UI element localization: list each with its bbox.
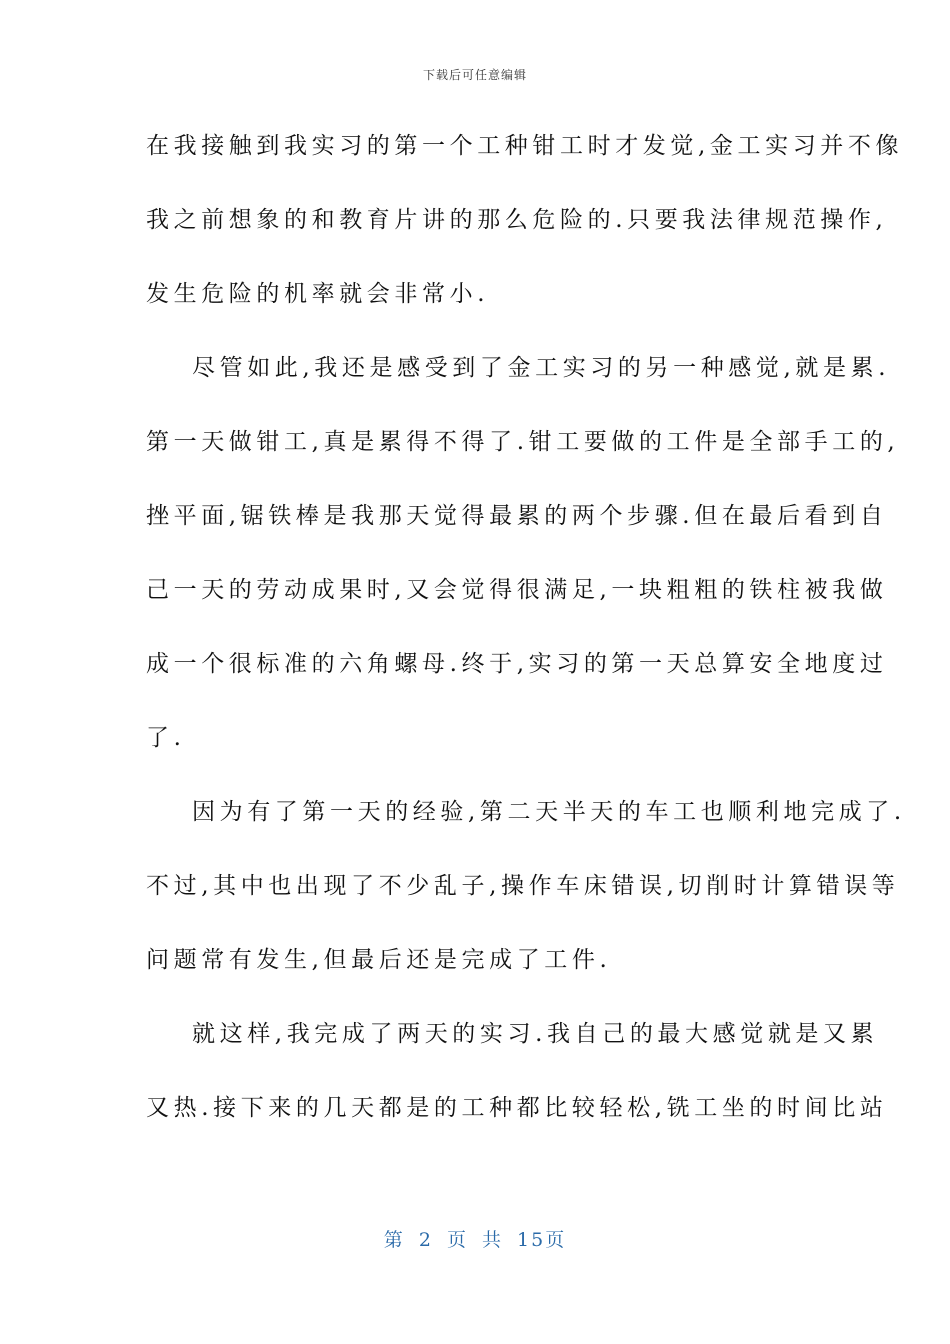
text-line: 成一个很标准的六角螺母.终于,实习的第一天总算安全地度过 — [146, 651, 888, 677]
text-line: 尽管如此,我还是感受到了金工实习的另一种感觉,就是累. — [192, 355, 891, 381]
text-line: 发生危险的机率就会非常小. — [146, 281, 490, 307]
text-line: 问题常有发生,但最后还是完成了工件. — [146, 947, 612, 973]
text-line: 在我接触到我实习的第一个工种钳工时才发觉,金工实习并不像 — [146, 133, 904, 159]
text-line: 第一天做钳工,真是累得不得了.钳工要做的工件是全部手工的, — [146, 429, 900, 455]
text-line: 我之前想象的和教育片讲的那么危险的.只要我法律规范操作, — [146, 207, 888, 233]
text-line: 了. — [146, 725, 186, 751]
text-line: 己一天的劳动成果时,又会觉得很满足,一块粗粗的铁柱被我做 — [146, 577, 888, 603]
page-number-footer: 第 2 页 共 15页 — [383, 1229, 567, 1251]
text-line: 挫平面,锯铁棒是我那天觉得最累的两个步骤.但在最后看到自 — [146, 503, 888, 529]
text-line: 就这样,我完成了两天的实习.我自己的最大感觉就是又累 — [192, 1021, 879, 1047]
text-line: 因为有了第一天的经验,第二天半天的车工也顺利地完成了. — [192, 799, 906, 825]
body-text — [146, 124, 906, 1160]
text-line: 又热.接下来的几天都是的工种都比较轻松,铣工坐的时间比站 — [146, 1095, 888, 1121]
text-line: 不过,其中也出现了不少乱子,操作车床错误,切削时计算错误等 — [146, 873, 900, 899]
page-header: 下载后可任意编辑 — [422, 68, 527, 82]
